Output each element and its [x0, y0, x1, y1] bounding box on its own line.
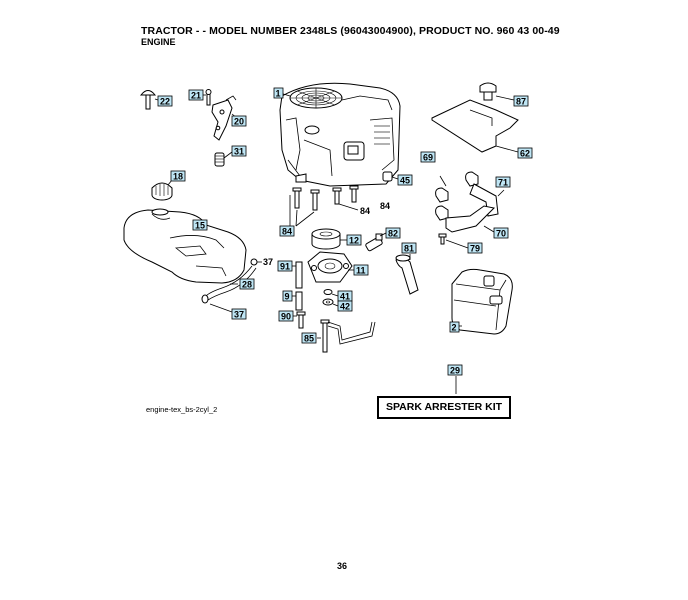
part-clutch: [308, 252, 354, 282]
svg-text:81: 81: [404, 243, 415, 254]
callout-42: [338, 301, 352, 312]
svg-text:82: 82: [388, 228, 399, 239]
svg-text:31: 31: [234, 146, 245, 157]
callout-1: [274, 88, 283, 99]
part-lower-bolts: [293, 312, 329, 352]
callout-82: [386, 228, 400, 239]
part-heat-shield: [432, 100, 518, 152]
callout-2: [450, 322, 459, 333]
svg-text:85: 85: [304, 333, 315, 344]
part-bolts: [290, 186, 358, 226]
svg-text:79: 79: [470, 243, 481, 254]
part-pulley: [312, 229, 347, 249]
page-number: 36: [337, 561, 348, 571]
page-title: TRACTOR - - MODEL NUMBER 2348LS (96043004900), PRODUCT NO. 960 43 00-49: [141, 25, 560, 37]
part-intake: [365, 232, 418, 294]
callout-85: [302, 333, 316, 344]
svg-text:87: 87: [516, 96, 527, 107]
callout-22: [158, 96, 172, 107]
svg-text:29: 29: [450, 365, 461, 376]
part-engine: [280, 83, 400, 186]
svg-text:84: 84: [360, 206, 371, 216]
callout-84-left: [280, 226, 294, 237]
svg-text:21: 21: [191, 90, 202, 101]
svg-text:45: 45: [400, 175, 411, 186]
svg-text:70: 70: [496, 228, 507, 239]
callout-41: [338, 291, 352, 302]
svg-text:71: 71: [498, 177, 509, 188]
callout-70: [494, 228, 508, 239]
part-spring: [215, 152, 232, 166]
callout-29: [448, 365, 462, 376]
part-cap-87: [480, 83, 514, 100]
svg-text:28: 28: [242, 279, 253, 290]
svg-text:20: 20: [234, 116, 245, 127]
callout-84-mid: [380, 201, 390, 211]
callout-71: [496, 177, 510, 188]
svg-text:91: 91: [280, 261, 291, 272]
svg-text:37: 37: [263, 257, 274, 267]
svg-text:62: 62: [520, 148, 531, 159]
callout-12: [347, 235, 361, 246]
svg-text:18: 18: [173, 171, 184, 182]
callout-28: [240, 279, 254, 290]
part-fuel-cap: [152, 180, 172, 200]
callout-91: [278, 261, 292, 272]
callout-15: [193, 220, 207, 231]
svg-text:84: 84: [282, 226, 293, 237]
callout-90: [279, 311, 293, 322]
svg-text:11: 11: [356, 265, 366, 276]
part-bracket: [203, 90, 237, 141]
svg-text:84: 84: [380, 201, 391, 211]
part-clutch-rod: [328, 322, 375, 344]
svg-text:9: 9: [284, 291, 290, 302]
svg-text:1: 1: [275, 88, 281, 99]
part-spacer: [292, 262, 302, 310]
svg-text:90: 90: [281, 311, 292, 322]
figure-caption: engine-tex_bs-2cyl_2: [146, 405, 218, 414]
svg-text:15: 15: [195, 220, 206, 231]
part-muffler: [452, 269, 512, 334]
svg-text:69: 69: [423, 152, 434, 163]
part-push-pin: [141, 91, 158, 110]
callout-37-top: [263, 257, 273, 267]
part-bolt-79: [439, 234, 468, 248]
callout-20: [232, 116, 246, 127]
svg-text:42: 42: [340, 301, 351, 312]
svg-text:37: 37: [234, 309, 245, 320]
callout-45: [398, 175, 412, 186]
part-washers: [323, 290, 338, 307]
callout-9: [283, 291, 292, 302]
svg-text:22: 22: [160, 96, 171, 107]
callout-62: [518, 148, 532, 159]
svg-text:12: 12: [349, 235, 360, 246]
callout-11: [354, 265, 368, 276]
svg-text:2: 2: [451, 322, 457, 333]
part-fuel-tank: [124, 209, 246, 283]
callout-81: [402, 243, 416, 254]
callout-37-bottom: [232, 309, 246, 320]
callout-21: [189, 90, 203, 101]
section-subtitle: ENGINE: [141, 37, 176, 47]
callout-18: [171, 171, 185, 182]
callout-31: [232, 146, 246, 157]
callout-79: [468, 243, 482, 254]
callout-69: [421, 152, 435, 163]
part-exhaust-pipes: [436, 172, 504, 232]
svg-text:41: 41: [340, 291, 351, 302]
callout-87: [514, 96, 528, 107]
spark-arrester-kit-label: SPARK ARRESTER KIT: [377, 396, 511, 419]
callout-84-right: [360, 206, 370, 216]
